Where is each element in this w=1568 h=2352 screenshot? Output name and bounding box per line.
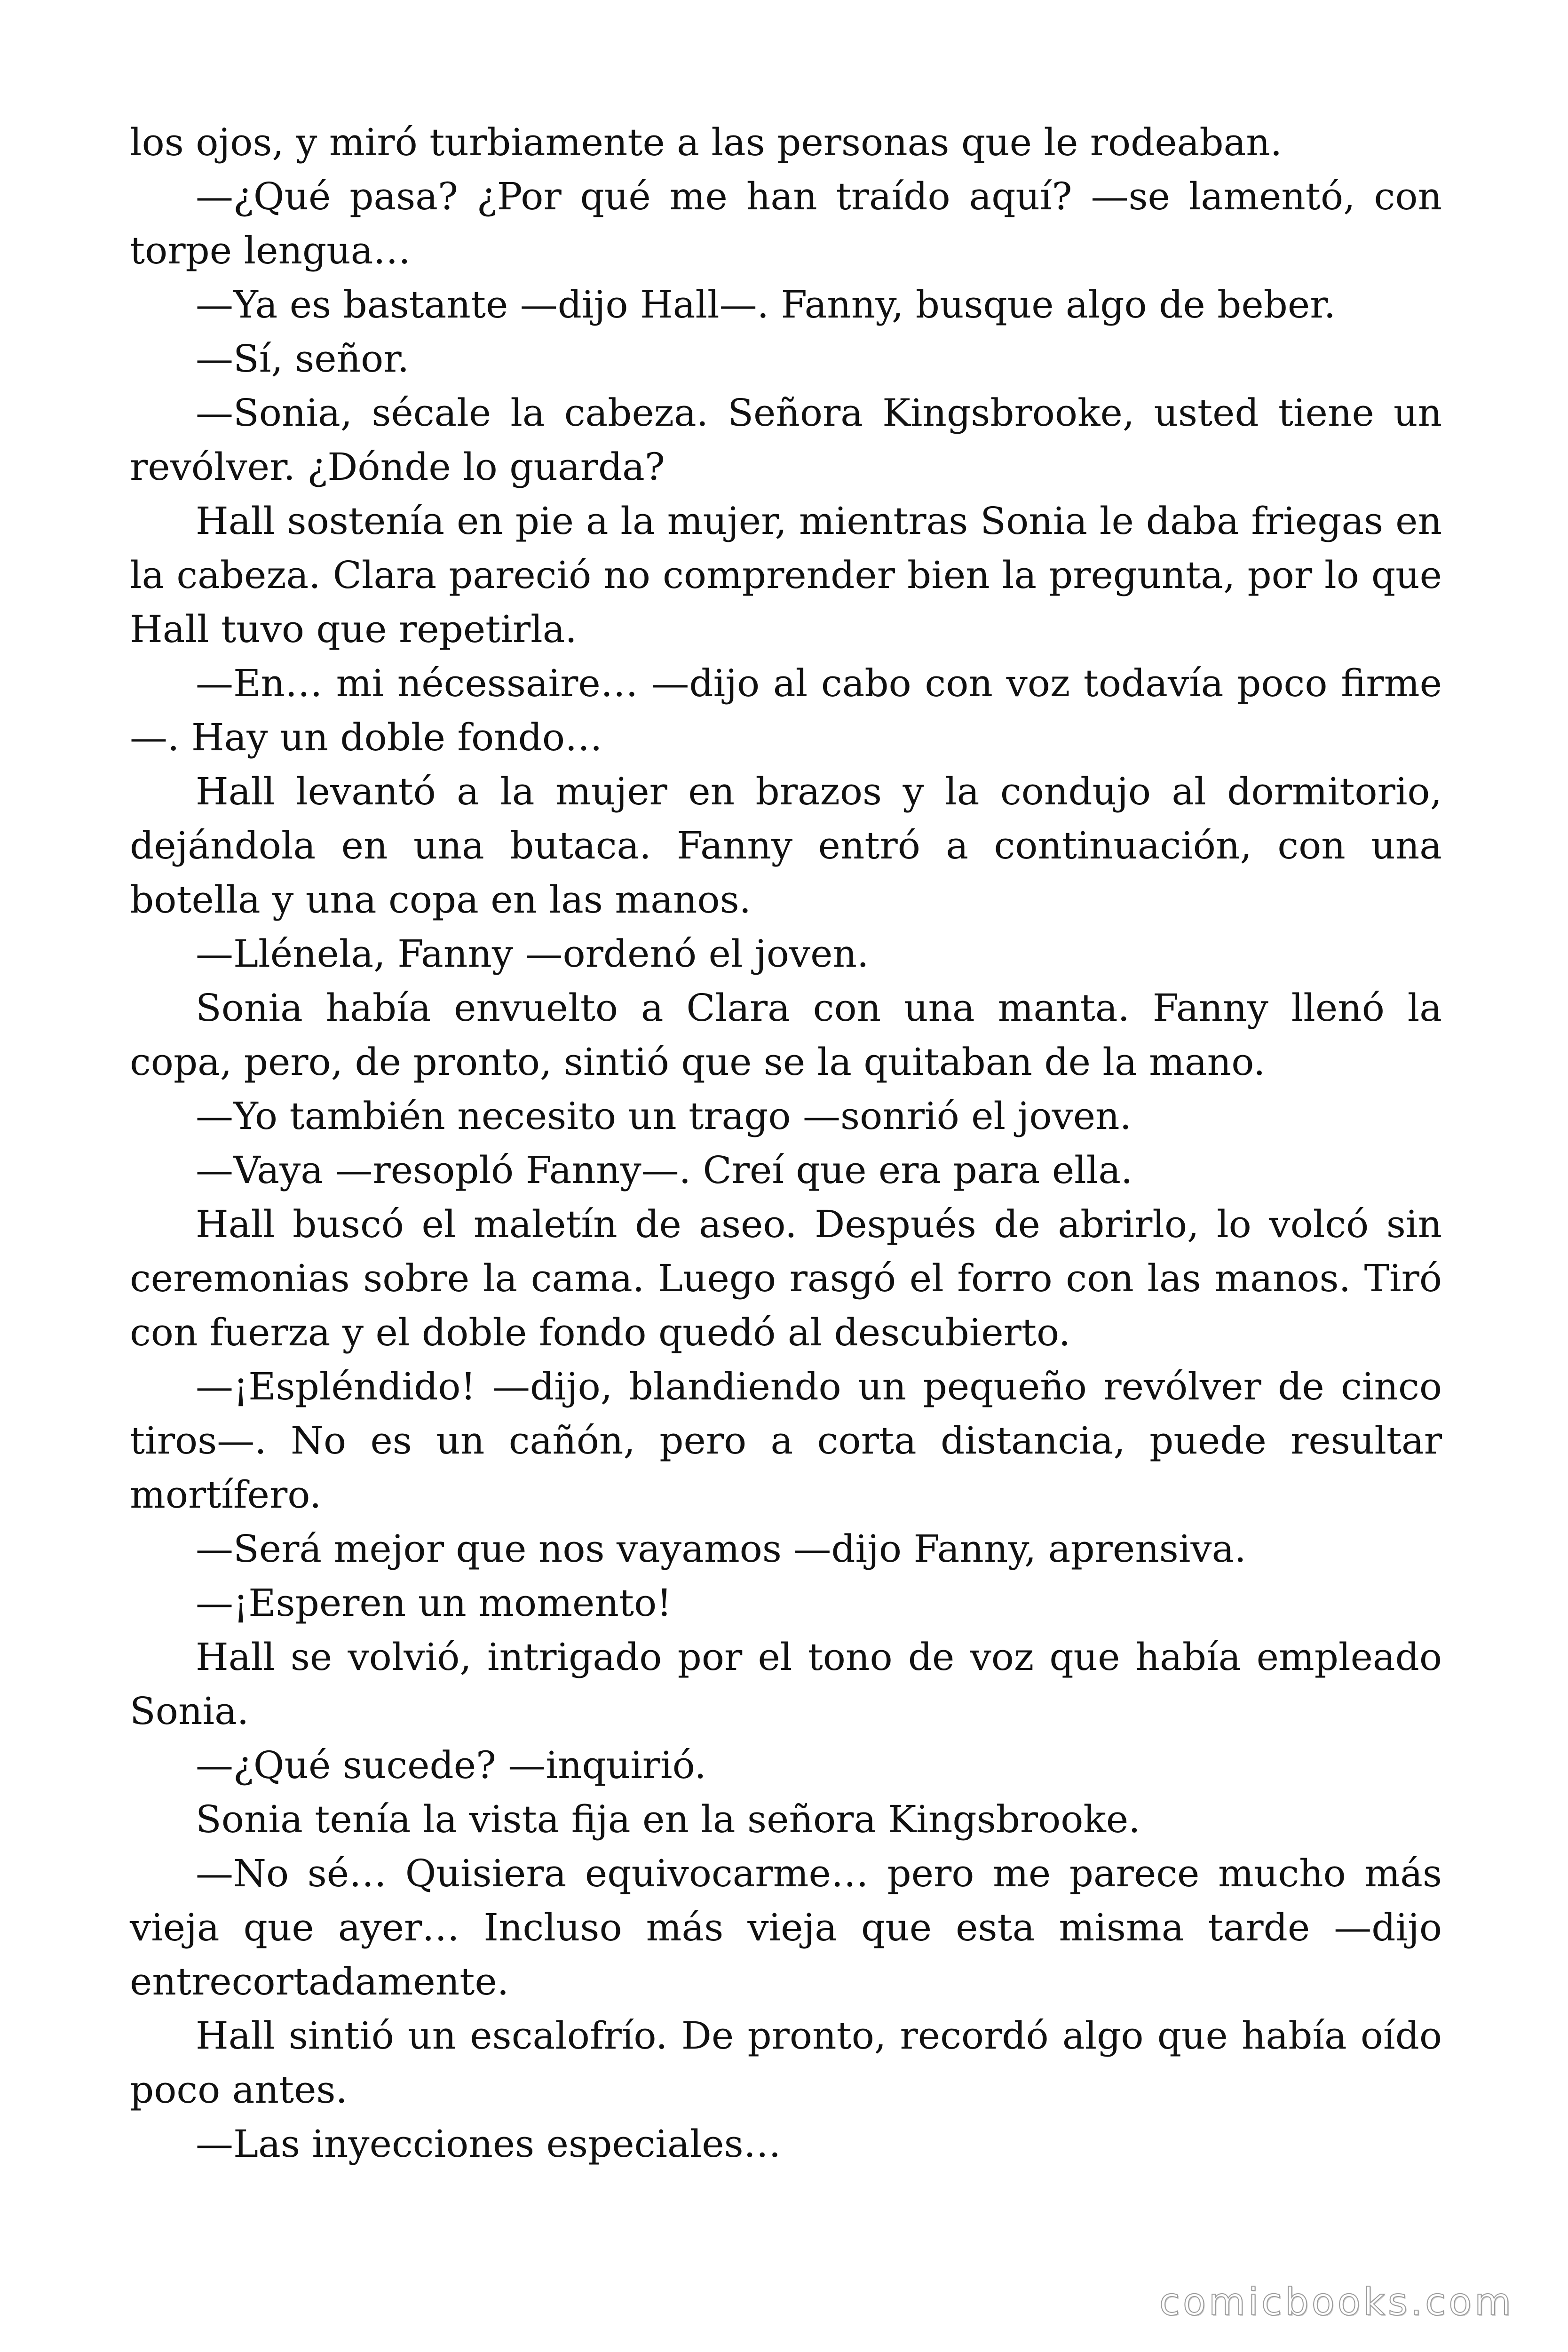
paragraph: —Sí, señor. [196,337,410,381]
paragraph: —Llénela, Fanny —ordenó el joven. [196,932,869,976]
paragraph: Sonia tenía la vista fija en la señora Kingsbrooke. [196,1797,1140,1841]
paragraph: —¡Esperen un momento! [196,1581,672,1625]
paragraph: —En… mi nécessaire… —dijo al cabo con voz todavía poco firme—. Hay un doble fondo… [130,661,1442,759]
paragraph: —¿Qué sucede? —inquirió. [196,1743,706,1787]
paragraph: —¿Qué pasa? ¿Por qué me han traído aquí? —se lamentó, con torpe lengua… [130,175,1442,272]
paragraph: Hall sintió un escalofrío. De pronto, recordó algo que había oído poco antes. [130,2014,1442,2112]
paragraph: los ojos, y miró turbiamente a las personas que le rodeaban. [130,120,1283,164]
paragraph: Hall levantó a la mujer en brazos y la condujo al dormitorio, dejándola en una butaca. Fanny entró a continuación, con una botella y una copa en las manos. [130,770,1442,922]
page-body [130,115,1442,2171]
paragraph: —Las inyecciones especiales… [196,2122,781,2166]
paragraph: —Yo también necesito un trago —sonrió el joven. [196,1094,1132,1138]
paragraph: —Sonia, sécale la cabeza. Señora Kingsbrooke, usted tiene un revólver. ¿Dónde lo guarda? [130,391,1442,489]
paragraph: —¡Espléndido! —dijo, blandiendo un pequeño revólver de cinco tiros—. No es un cañón, pero a corta distancia, puede resultar mortífero. [130,1365,1442,1517]
paragraph: Hall sostenía en pie a la mujer, mientras Sonia le daba friegas en la cabeza. Clara pareció no comprender bien la pregunta, por lo que Hall tuvo que repetirla. [130,499,1442,651]
paragraph: Hall buscó el maletín de aseo. Después de abrirlo, lo volcó sin ceremonias sobre la cama. Luego rasgó el forro con las manos. Tiró con fuerza y el doble fondo quedó al descubierto. [130,1202,1442,1354]
paragraph: Sonia había envuelto a Clara con una manta. Fanny llenó la copa, pero, de pronto, sintió que se la quitaban de la mano. [130,986,1442,1084]
paragraph: —Ya es bastante —dijo Hall—. Fanny, busque algo de beber. [196,283,1336,326]
watermark: comicbooks.com [1159,2280,1514,2324]
paragraph: —Vaya —resopló Fanny—. Creí que era para ella. [196,1148,1133,1192]
paragraph: —No sé… Quisiera equivocarme… pero me parece mucho más vieja que ayer… Incluso más vieja que esta misma tarde —dijo entrecortadamente. [130,1851,1442,2003]
paragraph: —Será mejor que nos vayamos —dijo Fanny, aprensiva. [196,1527,1246,1571]
paragraph: Hall se volvió, intrigado por el tono de voz que había empleado Sonia. [130,1635,1442,1733]
